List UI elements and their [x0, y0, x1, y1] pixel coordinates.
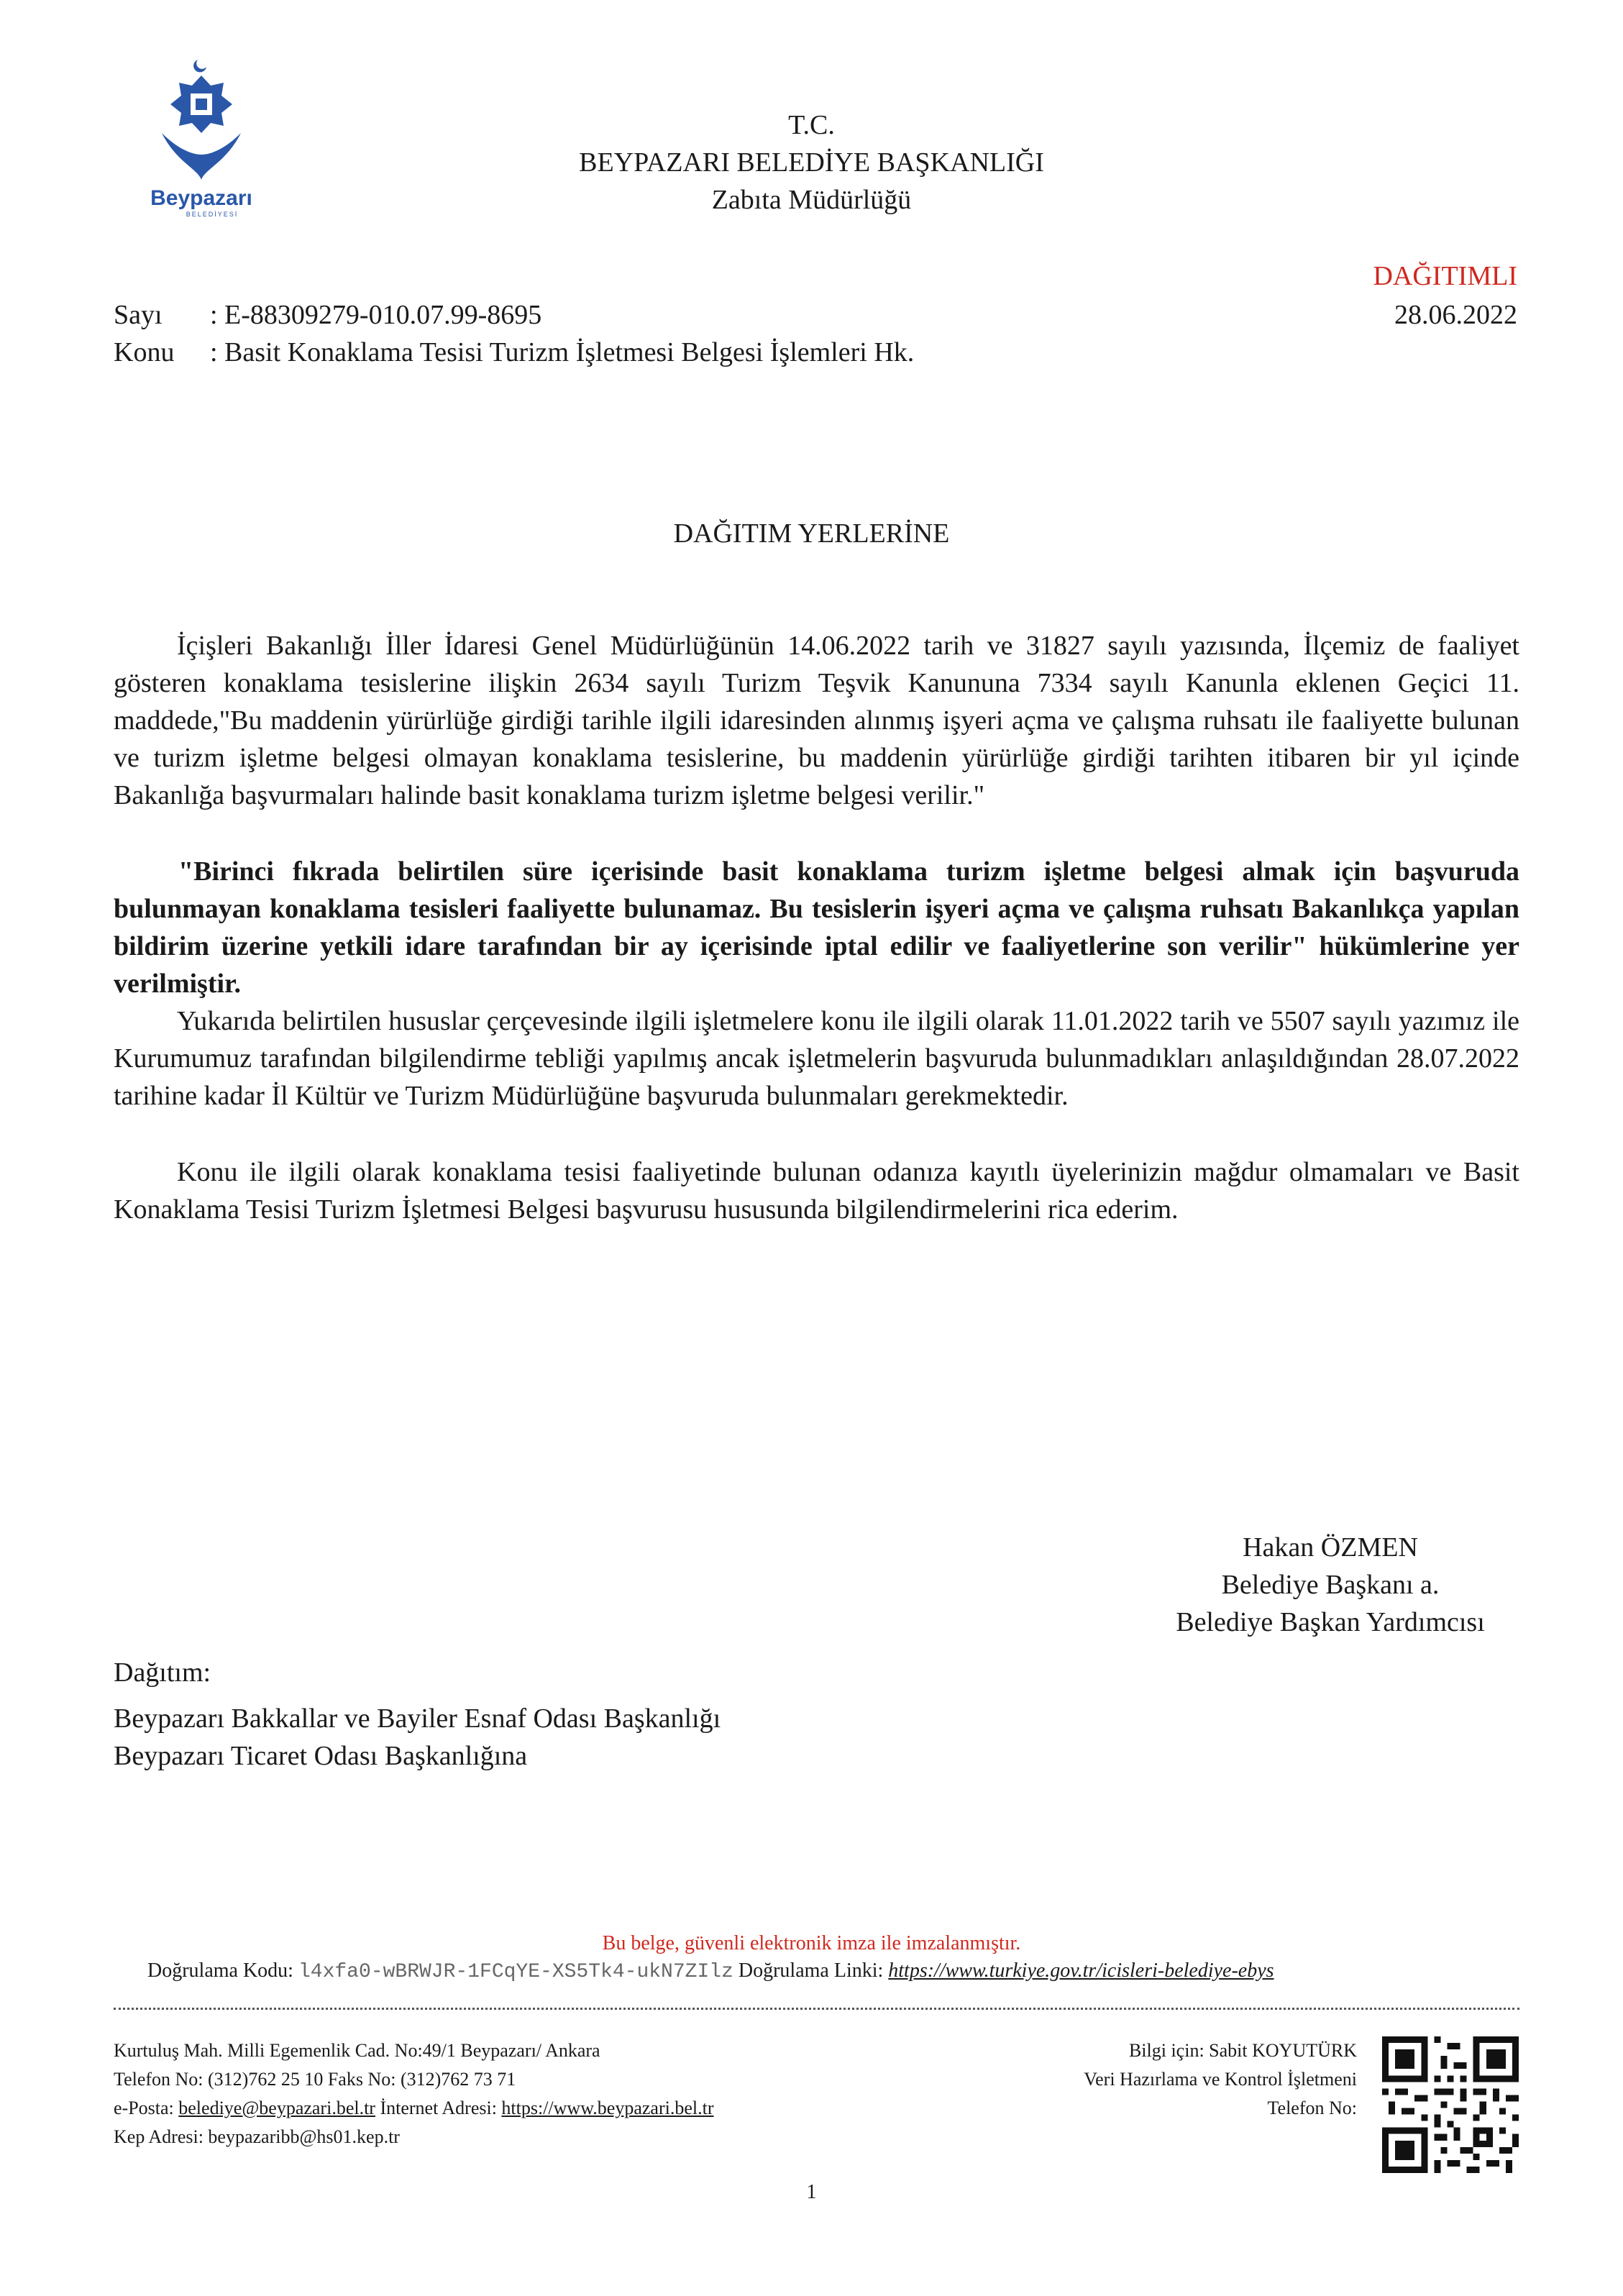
- logo-subtext: BELEDİYESİ: [186, 211, 239, 218]
- qr-code-icon: [1382, 2036, 1519, 2173]
- web-label: İnternet Adresi:: [380, 2098, 497, 2118]
- header-institution: BEYPAZARI BELEDİYE BAŞKANLIĞI: [579, 147, 1044, 178]
- footer-divider: [114, 2008, 1519, 2010]
- footer-kep: Kep Adresi: beypazaribb@hs01.kep.tr: [114, 2126, 400, 2147]
- konu-value: : Basit Konaklama Tesisi Turizm İşletmesi Belgesi İşlemleri Hk.: [210, 337, 915, 367]
- header-tc: T.C.: [788, 110, 835, 140]
- esignature-notice: Bu belge, güvenli elektronik imza ile imzalanmıştır.: [602, 1932, 1021, 1954]
- body-paragraph-1: İçişleri Bakanlığı İller İdaresi Genel Müdürlüğünün 14.06.2022 tarih ve 31827 sayılı yazısında, İlçemiz de faaliyet gösteren konaklama tesislerine ilişkin 2634 sayılı Turizm Teşvik Kanununa 7334 sayılı Kanunla eklenen Geçici 11. maddede,"Bu maddenin yürürlüğe girdiği tarihle ilgili idaresinden alınmış işyeri açma ve çalışma ruhsatı ile faaliyette bulunan ve turizm işletme belgesi olmayan konaklama tesislerine, bu maddenin yürürlüğe girdiği tarihten itibaren bir yıl içinde Bakanlığa başvurmaları halinde basit konaklama turizm işletme belgesi verilir.": [114, 631, 1519, 810]
- distribution-tag: DAĞITIMLI: [1373, 261, 1517, 291]
- distribution-list: [114, 1700, 721, 1775]
- distribution-item: Beypazarı Bakkallar ve Bayiler Esnaf Odası Başkanlığı: [114, 1703, 721, 1734]
- page-number: 1: [806, 2181, 817, 2203]
- signer-title-1: Belediye Başkanı a.: [1221, 1570, 1440, 1600]
- distribution-item: Beypazarı Ticaret Odası Başkanlığına: [114, 1741, 528, 1771]
- distribution-label: Dağıtım:: [114, 1657, 211, 1688]
- verification-line: [147, 1956, 1274, 1988]
- signer-name: Hakan ÖZMEN: [1243, 1532, 1418, 1563]
- footer-address: Kurtuluş Mah. Milli Egemenlik Cad. No:49/1 Beypazarı/ Ankara: [114, 2040, 600, 2061]
- footer-web-line: [114, 2094, 714, 2123]
- verification-link-label: Doğrulama Linki:: [738, 1959, 884, 1982]
- header-department: Zabıta Müdürlüğü: [711, 185, 912, 215]
- info-role: Veri Hazırlama ve Kontrol İşletmeni: [1084, 2069, 1357, 2090]
- sayi-value: : E-88309279-010.07.99-8695: [210, 300, 542, 330]
- footer-phone: Telefon No: (312)762 25 10 Faks No: (312)762 73 71: [114, 2069, 516, 2090]
- footer-info: [1084, 2036, 1357, 2123]
- document-date: 28.06.2022: [1394, 300, 1517, 330]
- email-label: e-Posta:: [114, 2098, 174, 2118]
- logo-text: Beypazarı: [150, 186, 252, 210]
- verification-code: l4xfa0-wBRWJR-1FCqYE-XS5Tk4-ukN7ZIlz: [298, 1961, 733, 1983]
- info-contact-person: Bilgi için: Sabit KOYUTÜRK: [1128, 2040, 1357, 2061]
- body-paragraph-3: Yukarıda belirtilen hususlar çerçevesinde ilgili işletmelere konu ile ilgili olarak 11.01.2022 tarih ve 5507 sayılı yazımız ile Kurumumuz tarafından bilgilendirme tebliği yapılmış ancak işletmelerin başvuruda bulunmadıkları anlaşıldığından 28.07.2022 tarihine kadar İl Kültür ve Turizm Müdürlüğüne başvuruda bulunmaları gerekmektedir.: [114, 1006, 1519, 1111]
- sayi-label: Sayı: [114, 300, 163, 330]
- recipient-heading: DAĞITIM YERLERİNE: [673, 518, 950, 549]
- signature-block: [1122, 1529, 1539, 1641]
- body-paragraph-4: Konu ile ilgili olarak konaklama tesisi faaliyetinde bulunan odanıza kayıtlı üyelerinizin mağdur olmamaları ve Basit Konaklama Tesisi Turizm İşletmesi Belgesi başvurusu hususunda bilgilendirmelerini rica ederim.: [114, 1157, 1519, 1225]
- email-link[interactable]: belediye@beypazari.bel.tr: [178, 2098, 375, 2118]
- info-phone: Telefon No:: [1267, 2098, 1357, 2118]
- verification-code-label: Doğrulama Kodu:: [147, 1959, 293, 1982]
- body-paragraph-2: "Birinci fıkrada belirtilen süre içerisinde basit konaklama turizm işletme belgesi almak için başvuruda bulunmayan konaklama tesisleri faaliyette bulunamaz. Bu tesislerin işyeri açma ve çalışma ruhsatı Bakanlıkça yapılan bildirim üzerine yetkili idare tarafından bir ay içerisinde iptal edilir ve faaliyetlerine son verilir" hükümlerine yer verilmiştir.: [114, 856, 1519, 999]
- website-link[interactable]: https://www.beypazari.bel.tr: [501, 2098, 714, 2118]
- konu-label: Konu: [114, 337, 175, 367]
- verification-link[interactable]: https://www.turkiye.gov.tr/icisleri-belediye-ebys: [888, 1959, 1274, 1982]
- signer-title-2: Belediye Başkan Yardımcısı: [1176, 1607, 1485, 1637]
- footer-contact: [114, 2036, 714, 2151]
